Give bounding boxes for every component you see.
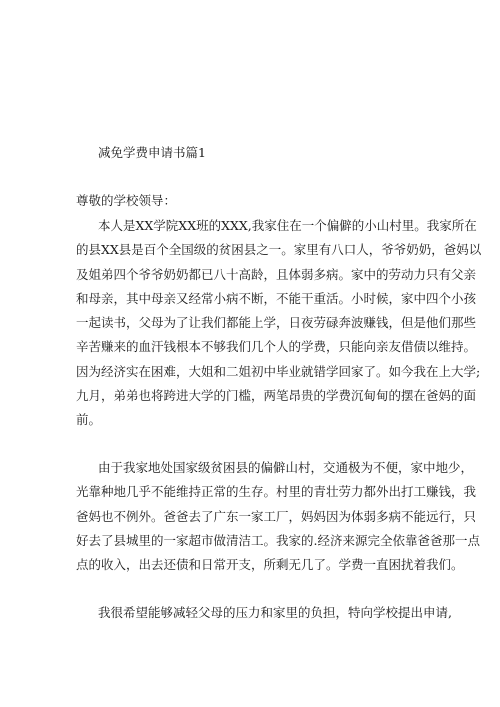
- paragraph-line: 由于我家地处国家级贫困县的偏僻山村，交通极为不便，家中地少，: [98, 460, 474, 475]
- paragraph-line: 的县XX县是百个全国级的贫困县之一。家里有八口人，爷爷奶奶，爸妈以: [76, 242, 482, 258]
- paragraph-line: 本人是XX学院XX班的XXX,我家住在一个偏僻的小山村里。我家所在: [98, 218, 477, 233]
- paragraph-1: [76, 214, 482, 433]
- paragraph-3: [76, 601, 452, 625]
- paragraph-line: 和母亲，其中母亲又经常小病不断，不能干重活。小时候，家中四个小孩: [76, 290, 477, 306]
- salutation: 尊敬的学校领导：: [76, 193, 177, 208]
- paragraph-line: 前。: [76, 412, 102, 428]
- document-title: 减免学费申请书篇1: [98, 145, 206, 160]
- paragraph-line: 爸妈也不例外。爸爸去了广东一家工厂，妈妈因为体弱多病不能远行，只: [76, 508, 477, 524]
- paragraph-line: 光靠种地几乎不能维持正常的生存。村里的青壮劳力都外出打工赚钱，我: [76, 484, 477, 500]
- paragraph-line: 九月，弟弟也将跨进大学的门槛，两笔昂贵的学费沉甸甸的摆在爸妈的面: [76, 388, 477, 404]
- paragraph-line: 我很希望能够减轻父母的压力和家里的负担，特向学校提出申请,: [98, 605, 452, 620]
- paragraph-line: 一起读书，父母为了让我们都能上学，日夜劳碌奔波赚钱，但是他们那些: [76, 315, 477, 331]
- paragraph-line: 辛苦赚来的血汗钱根本不够我们几个人的学费，只能向亲友借债以维持。: [76, 339, 477, 355]
- paragraph-line: 点的收入，出去还债和日常开支，所剩无几了。学费一直困扰着我们。: [76, 557, 464, 573]
- paragraph-line: 及姐弟四个爷爷奶奶都已八十高龄，且体弱多病。家中的劳动力只有父亲: [76, 266, 477, 282]
- paragraph-line: 好去了县城里的一家超市做清洁工。我家的.经济来源完全依靠爸爸那一点: [76, 532, 480, 548]
- paragraph-line: 因为经济实在困难，大姐和二姐初中毕业就错学回家了。如今我在上大学;: [76, 363, 481, 379]
- paragraph-2: [76, 456, 480, 577]
